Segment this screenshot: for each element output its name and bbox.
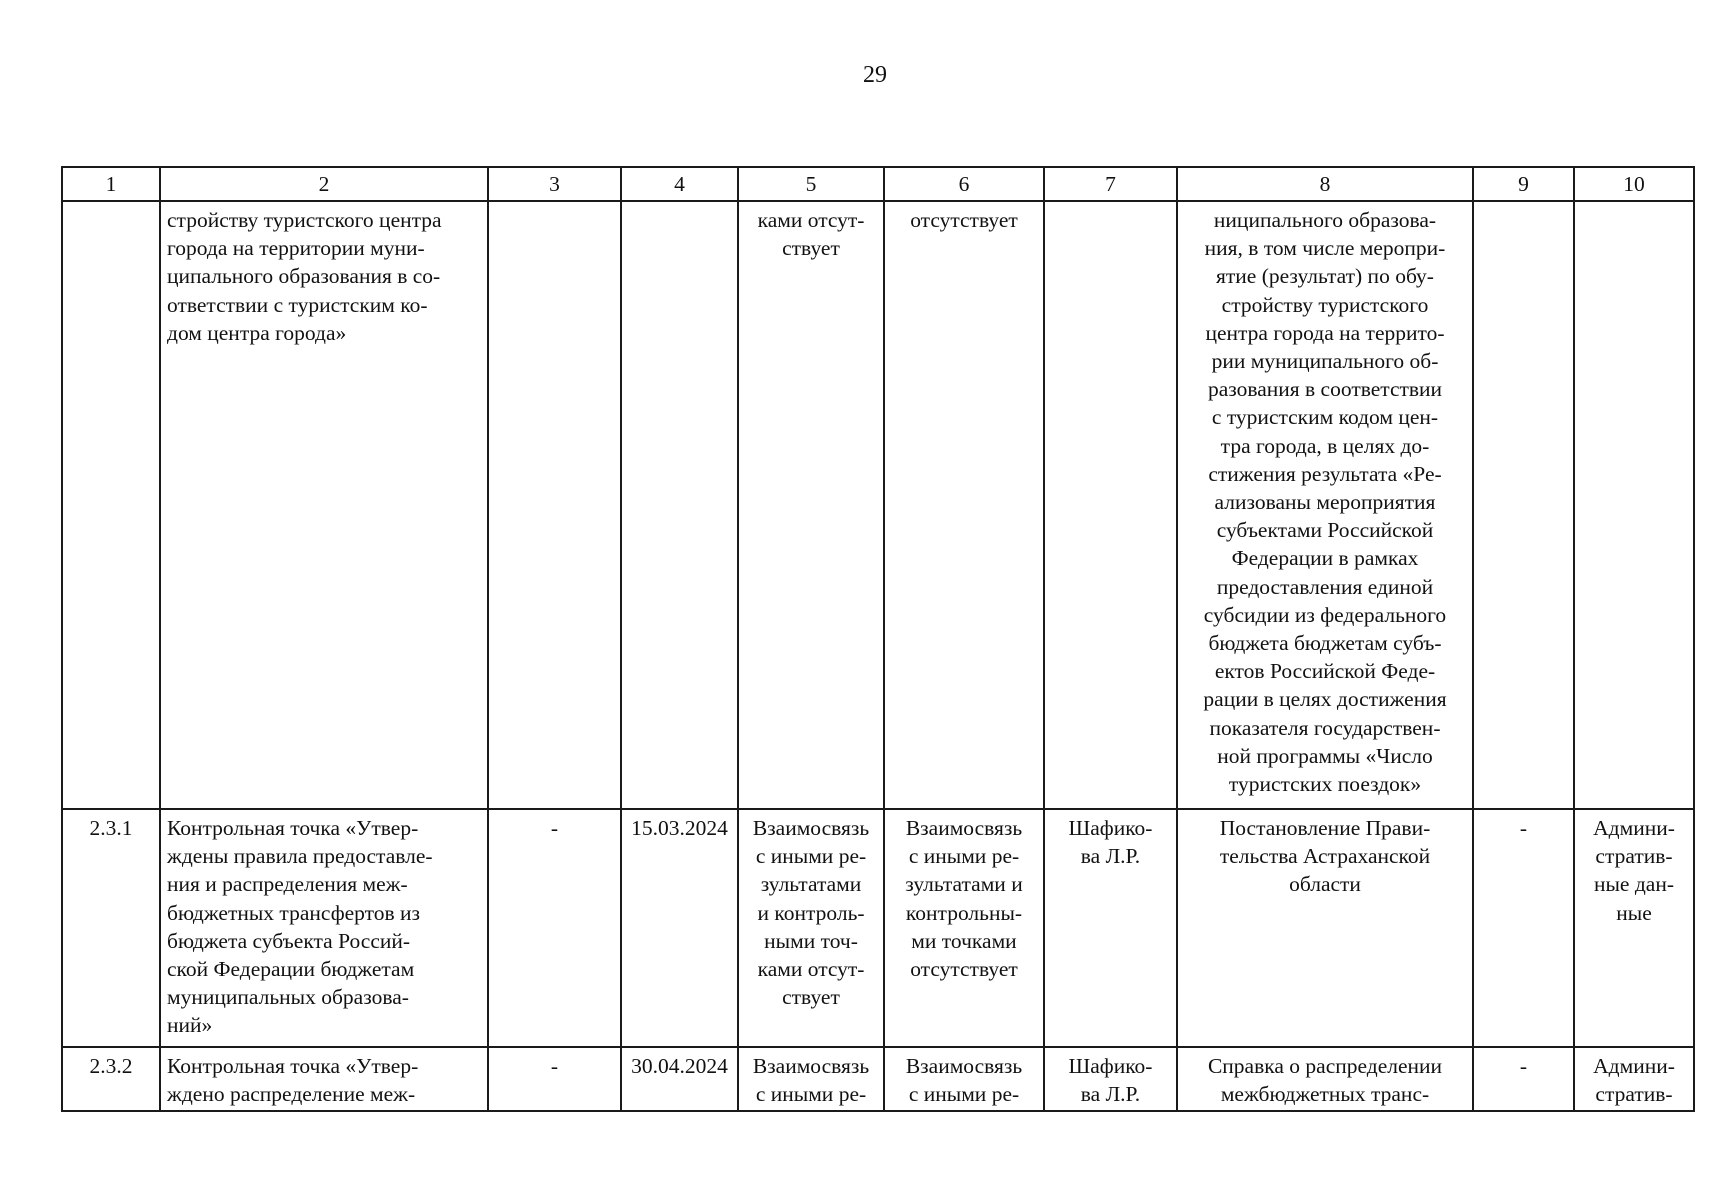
cell-line: Справка о распределении xyxy=(1207,1054,1443,1078)
cell-line: Админи- xyxy=(1593,816,1675,840)
cell-line: рии муниципального об- xyxy=(1211,349,1439,374)
cell-line: ми точками xyxy=(911,928,1017,953)
cell-line: 15.03.2024 xyxy=(631,816,728,840)
cell-line: ждено распределение меж- xyxy=(167,1082,416,1107)
cell-line: - xyxy=(1519,816,1528,840)
cell-line: ния и распределения меж- xyxy=(167,872,408,897)
column-header-2: 2 xyxy=(160,167,488,201)
cell-line: туристских поездок» xyxy=(1228,772,1422,797)
cell-line: Взаимосвязь xyxy=(905,1054,1023,1078)
cell-line: ствует xyxy=(782,236,840,261)
cell-line: стройству туристского центра xyxy=(167,208,442,232)
cell-col5 xyxy=(738,1047,884,1111)
cell-line: стройству туристского xyxy=(1221,292,1429,317)
cell-col9 xyxy=(1473,1047,1574,1111)
cell-name xyxy=(160,1047,488,1111)
cell-col6 xyxy=(884,809,1044,1047)
cell-line: области xyxy=(1289,872,1361,897)
cell-line: ектов Российской Феде- xyxy=(1214,659,1436,684)
cell-line: разования в соответствии xyxy=(1207,377,1443,402)
column-header-5: 5 xyxy=(738,167,884,201)
cell-line: ний» xyxy=(167,1013,213,1038)
cell-line: тельства Астраханской xyxy=(1219,844,1431,869)
cell-line: ва Л.Р. xyxy=(1080,844,1141,869)
cell-source xyxy=(1574,809,1694,1047)
cell-document xyxy=(1177,809,1473,1047)
cell-line: 2.3.2 xyxy=(89,1054,133,1078)
cell-line: Админи- xyxy=(1593,1054,1675,1078)
cell-line: - xyxy=(1519,1054,1528,1078)
cell-date xyxy=(621,809,738,1047)
table-row xyxy=(62,201,1694,809)
cell-number xyxy=(62,809,160,1047)
cell-line: рации в целях достижения xyxy=(1203,687,1447,712)
cell-line: Шафико- xyxy=(1068,1054,1153,1078)
cell-line: с иными ре- xyxy=(755,1082,867,1107)
column-header-9: 9 xyxy=(1473,167,1574,201)
cell-line: субсидии из федерального xyxy=(1203,602,1447,627)
cell-line: ные дан- xyxy=(1593,872,1675,897)
cell-line: ализованы мероприятия xyxy=(1214,490,1436,515)
cell-line: ципального образования в со- xyxy=(167,264,441,289)
cell-line: - xyxy=(550,1054,559,1078)
column-header-3: 3 xyxy=(488,167,621,201)
cell-source xyxy=(1574,201,1694,809)
cell-line: ской Федерации бюджетам xyxy=(167,957,415,982)
cell-responsible xyxy=(1044,809,1177,1047)
cell-date xyxy=(621,1047,738,1111)
cell-name xyxy=(160,201,488,809)
cell-line: зультатами и xyxy=(905,872,1023,897)
cell-line: стратив- xyxy=(1595,1082,1673,1107)
cell-col3 xyxy=(488,1047,621,1111)
cell-line: ждены правила предоставле- xyxy=(167,844,433,869)
cell-line: межбюджетных транс- xyxy=(1220,1082,1430,1107)
cell-col9 xyxy=(1473,201,1574,809)
column-header-4: 4 xyxy=(621,167,738,201)
cell-line: ствует xyxy=(782,985,840,1010)
cell-line: Взаимосвязь xyxy=(752,1054,870,1078)
cell-line: ва Л.Р. xyxy=(1080,1082,1141,1107)
column-header-10: 10 xyxy=(1574,167,1694,201)
table-row xyxy=(62,1047,1694,1111)
cell-document xyxy=(1177,1047,1473,1111)
cell-line: и контроль- xyxy=(757,900,865,925)
cell-line: 2.3.1 xyxy=(89,816,133,840)
cell-line: центра города на террито- xyxy=(1205,320,1445,345)
cell-line: города на территории муни- xyxy=(167,236,425,261)
cell-line: ные xyxy=(1616,900,1652,925)
cell-line: Постановление Прави- xyxy=(1219,816,1431,840)
cell-line: отсутствует xyxy=(910,208,1018,232)
cell-col5 xyxy=(738,809,884,1047)
cell-source xyxy=(1574,1047,1694,1111)
cell-line: с иными ре- xyxy=(755,844,867,869)
cell-line: бюджетных трансфертов из xyxy=(167,900,421,925)
cell-line: субъектами Российской xyxy=(1216,518,1434,543)
cell-line: ными точ- xyxy=(764,928,858,953)
cell-line: Шафико- xyxy=(1068,816,1153,840)
cell-line: с туристским кодом цен- xyxy=(1211,405,1439,430)
cell-col3 xyxy=(488,809,621,1047)
cell-line: с иными ре- xyxy=(908,844,1020,869)
cell-line: дом центра города» xyxy=(167,320,347,345)
cell-line: тра города, в целях до- xyxy=(1220,433,1430,458)
cell-number xyxy=(62,201,160,809)
cell-line: Контрольная точка «Утвер- xyxy=(167,1054,419,1078)
cell-line: 30.04.2024 xyxy=(631,1054,728,1078)
column-header-1: 1 xyxy=(62,167,160,201)
cell-col6 xyxy=(884,1047,1044,1111)
cell-document xyxy=(1177,201,1473,809)
cell-line: ками отсут- xyxy=(757,957,865,982)
measures-table xyxy=(61,166,1695,1112)
cell-line: ками отсут- xyxy=(757,208,865,232)
column-header-6: 6 xyxy=(884,167,1044,201)
column-header-8: 8 xyxy=(1177,167,1473,201)
cell-line: ответствии с туристским ко- xyxy=(167,292,428,317)
cell-date xyxy=(621,201,738,809)
cell-name xyxy=(160,809,488,1047)
cell-line: показателя государствен- xyxy=(1209,715,1441,740)
cell-line: Взаимосвязь xyxy=(905,816,1023,840)
cell-line: - xyxy=(550,816,559,840)
cell-responsible xyxy=(1044,1047,1177,1111)
table-row xyxy=(62,809,1694,1047)
cell-line: Федерации в рамках xyxy=(1231,546,1419,571)
cell-line: с иными ре- xyxy=(908,1082,1020,1107)
cell-line: стратив- xyxy=(1595,844,1673,869)
cell-line: предоставления единой xyxy=(1216,574,1434,599)
column-header-7: 7 xyxy=(1044,167,1177,201)
cell-line: Взаимосвязь xyxy=(752,816,870,840)
cell-line: муниципальных образова- xyxy=(167,985,409,1010)
page-number: 29 xyxy=(863,62,887,88)
cell-col5 xyxy=(738,201,884,809)
cell-line: Контрольная точка «Утвер- xyxy=(167,816,419,840)
cell-col9 xyxy=(1473,809,1574,1047)
cell-line: ной программы «Число xyxy=(1217,743,1433,768)
header-row xyxy=(62,167,1694,201)
cell-line: ния, в том числе меропри- xyxy=(1204,236,1446,261)
cell-responsible xyxy=(1044,201,1177,809)
cell-line: отсутствует xyxy=(910,957,1018,982)
cell-line: контрольны- xyxy=(905,900,1023,925)
cell-line: стижения результата «Ре- xyxy=(1208,461,1442,486)
cell-col3 xyxy=(488,201,621,809)
cell-line: ниципального образова- xyxy=(1213,208,1437,232)
cell-line: бюджета бюджетам субъ- xyxy=(1208,631,1442,656)
cell-line: бюджета субъекта Россий- xyxy=(167,928,411,953)
cell-line: ятие (результат) по обу- xyxy=(1216,264,1434,289)
cell-number xyxy=(62,1047,160,1111)
cell-col6 xyxy=(884,201,1044,809)
cell-line: зультатами xyxy=(760,872,862,897)
